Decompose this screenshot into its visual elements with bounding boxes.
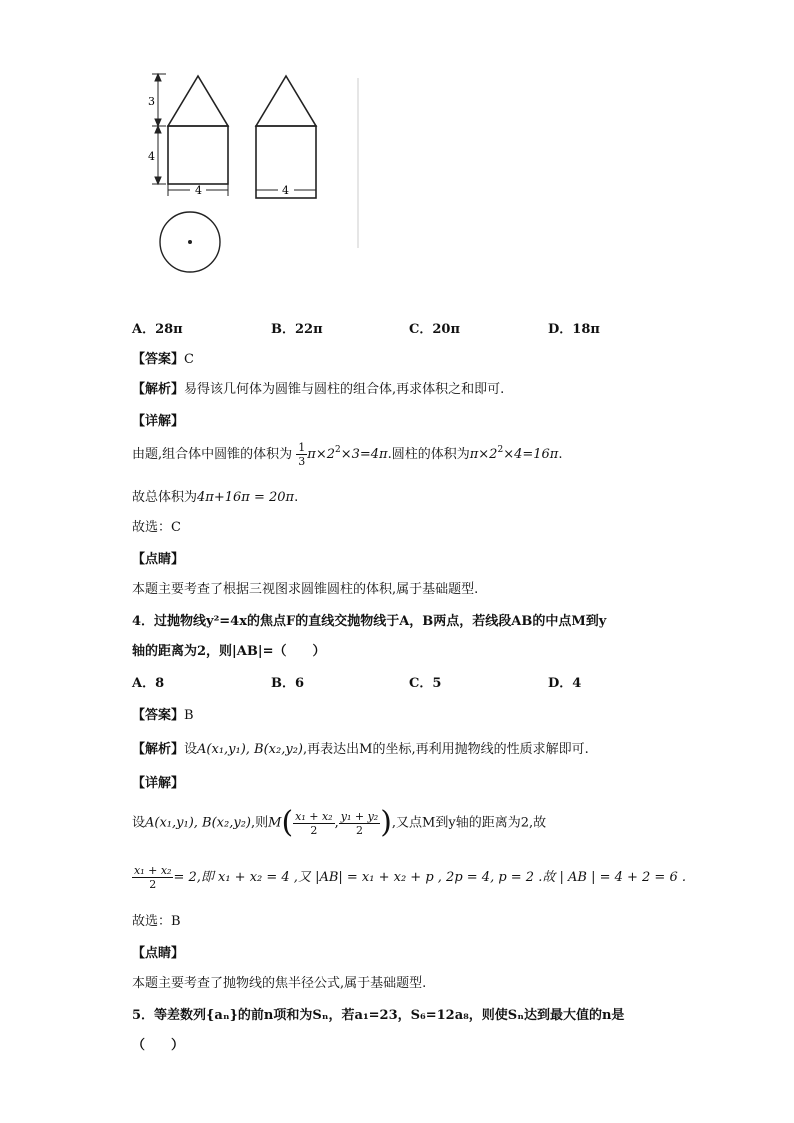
three-view-figure [130,68,365,308]
answer-label: 【答案】 [132,352,185,367]
q3-choice-d: D．18π [548,322,600,337]
q4-stem-line1: 4．过抛物线y²=4x的焦点F的直线交抛物线于A，B两点，若线段AB的中点M到y [132,614,607,629]
analysis-text: 易得该几何体为圆锥与圆柱的组合体,再求体积之和即可. [184,382,505,397]
math-expr: π×2 [469,447,498,462]
q3-analysis [132,378,504,397]
analysis-label: 【解析】 [132,742,185,757]
analysis-text: 设 [184,742,198,757]
q3-comment-text: 本题主要考查了根据三视图求圆锥圆柱的体积,属于基础题型. [132,582,479,597]
q4-select: 故选：B [132,914,181,929]
detail-text: 故总体积为 [132,490,198,505]
math-expr: ×4=16π [503,447,559,462]
q5-stem-line2: （ ） [132,1038,185,1053]
dim-label-cylinder-height: 4 [148,150,155,163]
answer-label: 【答案】 [132,708,185,723]
dim-label-cone-height: 3 [148,95,155,108]
front-view [168,76,228,184]
q4-detail-label: 【详解】 [132,776,185,791]
dim-label-side-width: 4 [282,184,289,197]
fraction-one-third: $\frac{1}{3}$ [298,441,306,468]
q4-analysis [132,738,589,757]
q3-detail-line1 [132,440,563,468]
q3-choice-a: A．28π [132,322,183,337]
q3-comment-label: 【点睛】 [132,552,185,567]
q4-comment-label: 【点睛】 [132,946,185,961]
q4-choice-d: D．4 [548,676,582,691]
q4-choice-a: A．8 [132,676,165,691]
detail-text: ,则 [250,815,269,831]
detail-text: .圆柱的体积为 [387,447,470,462]
side-view [256,76,316,198]
analysis-label: 【解析】 [132,382,185,397]
height-dimension [152,74,166,184]
detail-text: . [294,490,299,505]
math-expr: M [268,815,282,831]
q4-detail-line2 [132,864,686,891]
fraction-x-sum: $\frac{\text{x₁ + x₂}}{2}$ [134,864,172,891]
q4-answer [132,704,194,723]
detail-text: 设 [132,815,146,831]
fraction-y-mid: $\frac{\text{y₁ + y₂}}{2}$ [340,809,379,837]
q3-choice-c: C．20π [409,322,460,337]
answer-value: C [184,352,194,367]
q4-stem-line2: 轴的距离为2，则|AB|=（ ） [132,644,326,659]
q3-detail-label: 【详解】 [132,414,185,429]
q3-choice-b: B．22π [271,322,323,337]
detail-text: . [558,447,563,462]
answer-value: B [184,708,194,723]
q4-comment-text: 本题主要考查了抛物线的焦半径公式,属于基础题型. [132,976,427,991]
q5-stem-line1: 5．等差数列{aₙ}的前n项和为Sₙ，若a₁=23，S₆=12a₈，则使Sₙ达到最大值的n是 [132,1008,625,1023]
dim-label-front-width: 4 [195,184,202,197]
math-expr: A(x₁,y₁), B(x₂,y₂) [145,815,251,831]
math-expr: ×3=4π [340,447,388,462]
detail-text: 由题,组合体中圆锥的体积为 [132,447,293,462]
detail-text: ,又点M到y轴的距离为2,故 [391,815,547,831]
q4-detail-line1: 设A(x₁,y₁), B(x₂,y₂),则M( $\frac{\text{x₁ + x₂}}{2}$ , $\frac{\text{y₁ + y₂}}{2}$ ),又点M到y轴的距离为2,故 [132,805,547,840]
q4-choice-b: B．6 [271,676,305,691]
exponent: 2 [335,445,341,455]
math-expr: 4π+16π = 20π [197,490,295,505]
exponent: 2 [497,445,504,455]
q4-choice-c: C．5 [409,676,442,691]
analysis-text: ,再表达出M的坐标,再利用抛物线的性质求解即可. [303,742,589,757]
q3-select: 故选：C [132,520,181,535]
top-view [160,212,220,272]
fraction-x-mid: $\frac{\text{x₁ + x₂}}{2}$ [295,809,333,837]
q3-detail-line2 [132,486,298,505]
math-expr: = 2,即 x₁ + x₂ = 4 ,又 |AB| = x₁ + x₂ + p , 2p = 4, p = 2 .故 | AB | = 4 + 2 = 6 . [173,870,686,885]
math-expr: π×2 [307,447,335,462]
math-expr: A(x₁,y₁), B(x₂,y₂) [197,742,303,757]
q3-answer [132,348,194,367]
